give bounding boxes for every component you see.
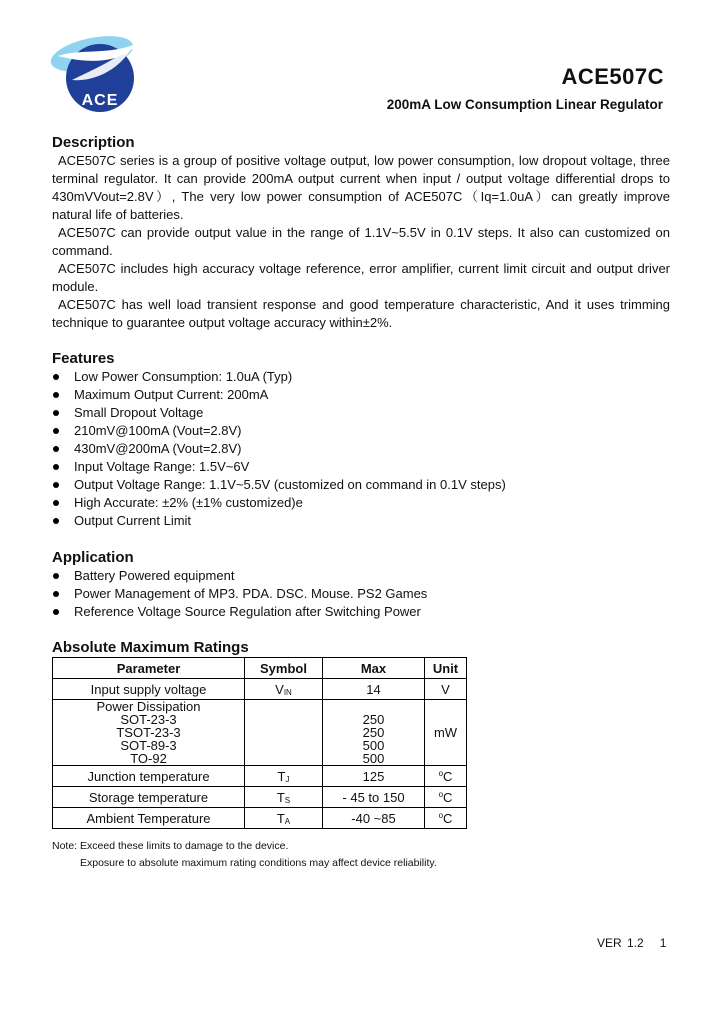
max-cell: 14 xyxy=(323,679,425,700)
parameter-cell: Storage temperature xyxy=(53,787,245,808)
table-header-row xyxy=(53,658,467,679)
description-paragraph: ACE507C has well load transient response and good temperature characteristic, And it uses trimming technique to guarantee output voltage accuracy within±2%. xyxy=(52,297,670,330)
unit-cell: $^o$C xyxy=(425,787,467,808)
page-number: 1 xyxy=(659,936,667,950)
column-header: Parameter xyxy=(53,658,245,679)
parameter-cell: Ambient Temperature xyxy=(53,808,245,829)
parameter-cell: Input supply voltage xyxy=(53,679,245,700)
document-subtitle: 200mA Low Consumption Linear Regulator xyxy=(386,97,663,112)
list-item: 210mV@100mA (Vout=2.8V) xyxy=(52,422,506,440)
list-item: High Accurate: ±2% (±1% customized)e xyxy=(52,494,506,512)
bullet-icon xyxy=(53,428,59,434)
table-row xyxy=(53,787,467,808)
list-item: Output Current Limit xyxy=(52,512,506,530)
application-heading: Application xyxy=(52,549,134,566)
list-item: Reference Voltage Source Regulation after Switching Power xyxy=(52,603,427,621)
description-paragraph: ACE507C series is a group of positive voltage output, low power consumption, low dropout voltage, three terminal regulator. It can provide 200mA output current when input / output voltage differential drops to 430mVVout=2.8V）, The very low power consumption of ACE507C（Iq=1.0uA）can greatly improve natural life of batteries. xyxy=(52,153,670,222)
ratings-heading: Absolute Maximum Ratings xyxy=(52,639,249,656)
bullet-icon xyxy=(53,518,59,524)
version-label: VER 1.2 xyxy=(597,936,644,950)
symbol-cell: $V_{IN}$ xyxy=(245,679,323,700)
bullet-icon xyxy=(53,410,59,416)
bullet-icon xyxy=(53,374,59,380)
features-heading: Features xyxy=(52,350,115,367)
bullet-icon xyxy=(53,446,59,452)
page-footer xyxy=(597,936,666,950)
max-cell: - 45 to 150 xyxy=(323,787,425,808)
unit-cell: $^o$C xyxy=(425,808,467,829)
document-title: ACE507C xyxy=(561,64,664,89)
description-body xyxy=(52,152,670,332)
note-line: Note: Exceed these limits to damage to the device. xyxy=(52,840,289,852)
bullet-icon xyxy=(53,609,59,615)
bullet-icon xyxy=(53,482,59,488)
description-paragraph: ACE507C includes high accuracy voltage reference, error amplifier, current limit circuit and output driver module. xyxy=(52,261,670,294)
list-item: Battery Powered equipment xyxy=(52,567,427,585)
parameter-cell: Power Dissipation SOT-23-3 TSOT-23-3 SOT-89-3 TO-92 xyxy=(53,700,245,766)
bullet-icon xyxy=(53,464,59,470)
column-header: Symbol xyxy=(245,658,323,679)
unit-cell: V xyxy=(425,679,467,700)
symbol-cell: $T_J$ xyxy=(245,766,323,787)
description-paragraph: ACE507C can provide output value in the range of 1.1V~5.5V in 0.1V steps. It also can customized on command. xyxy=(52,225,670,258)
table-row xyxy=(53,808,467,829)
parameter-cell: Junction temperature xyxy=(53,766,245,787)
bullet-icon xyxy=(53,591,59,597)
note-line: Exposure to absolute maximum rating conditions may affect device reliability. xyxy=(80,857,437,869)
unit-cell: $^o$C xyxy=(425,766,467,787)
table-row xyxy=(53,679,467,700)
max-cell: 125 xyxy=(323,766,425,787)
bullet-icon xyxy=(53,500,59,506)
bullet-icon xyxy=(53,573,59,579)
ratings-note xyxy=(52,838,437,872)
column-header: Unit xyxy=(425,658,467,679)
unit-cell: mW xyxy=(425,700,467,766)
logo-text: ACE xyxy=(81,92,119,109)
ratings-table xyxy=(52,657,467,829)
list-item: Input Voltage Range: 1.5V~6V xyxy=(52,458,506,476)
description-heading: Description xyxy=(52,134,135,151)
list-item: Small Dropout Voltage xyxy=(52,404,506,422)
list-item: Output Voltage Range: 1.1V~5.5V (customized on command in 0.1V steps) xyxy=(52,476,506,494)
features-list xyxy=(52,368,506,530)
table-row xyxy=(53,700,467,766)
max-cell: 250 250 500 500 xyxy=(323,700,425,766)
symbol-cell: $T_A$ xyxy=(245,808,323,829)
table-row xyxy=(53,766,467,787)
symbol-cell xyxy=(245,700,323,766)
max-cell: -40 ~85 xyxy=(323,808,425,829)
list-item: Power Management of MP3. PDA. DSC. Mouse. PS2 Games xyxy=(52,585,427,603)
bullet-icon xyxy=(53,392,59,398)
column-header: Max xyxy=(323,658,425,679)
list-item: Maximum Output Current: 200mA xyxy=(52,386,506,404)
list-item: 430mV@200mA (Vout=2.8V) xyxy=(52,440,506,458)
list-item: Low Power Consumption: 1.0uA (Typ) xyxy=(52,368,506,386)
application-list xyxy=(52,567,427,621)
symbol-cell: $T_S$ xyxy=(245,787,323,808)
ace-logo xyxy=(50,30,146,112)
